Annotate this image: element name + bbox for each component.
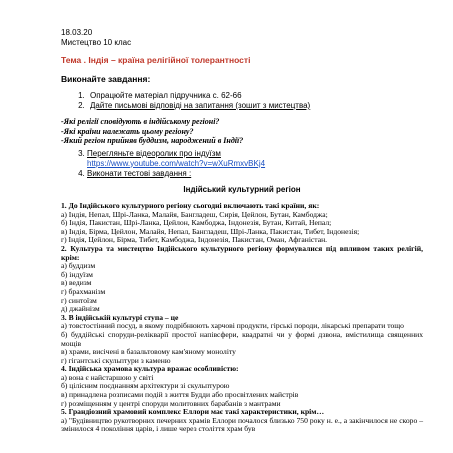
- test-option: а) буддизм: [61, 261, 96, 271]
- task-item: 4. Виконати тестові завдання :: [87, 169, 423, 179]
- test-option: а) "Будівництво рукотворних печерних храмів Еллори почалося близько 750 року н. е., а закінчилося не скоро – змінилося 4 покоління царів, і лише через століття храм був: [61, 415, 423, 434]
- test-option: б) індуїзм: [61, 269, 93, 279]
- task-item: 1. Опрацюйте матеріал підручника с. 62-66: [87, 91, 423, 101]
- test-option: г) брахманізм: [61, 286, 106, 296]
- test-option: а) товстостінний посуд, в якому подрібнюють харчові продукти, гірські породи, лікарські препарати тощо: [61, 321, 404, 331]
- topic-heading: [61, 56, 423, 66]
- test-title: Індійський культурний регіон: [183, 184, 301, 194]
- test-question: 1. До Індійського культурного регіону сьогодні включають такі країни, як:: [61, 201, 320, 210]
- task-item: 3. Перегляньте відеоролик про індуїзм https://www.youtube.com/watch?v=wXuRmxvBKj4: [87, 149, 423, 169]
- test-option: б) буддійські споруди-релікварії простої напівсфери, квадратні чи у формі дзвона, вмістилища священних мощів: [61, 329, 423, 348]
- test-question: 2. Культура та мистецтво Індійського культурного регіону формувалися під впливом таких релігій, крім:: [61, 243, 423, 262]
- test-question: 5. Грандіозний храмовий комплекс Еллори має такі характеристики, крім…: [61, 407, 325, 417]
- tasks-heading: Виконайте завдання:: [61, 73, 151, 84]
- test-question: 3. В індійській культурі ступа – це: [61, 312, 179, 322]
- test-option: б) цілісним поєднанням архітектури зі скульптурою: [61, 381, 230, 391]
- date-text: 18.03.20: [61, 28, 93, 37]
- test-option: г) розміщенням у центрі споруди молитовних барабанів з мантрами: [61, 398, 281, 408]
- test-option: д) джайнізм: [61, 304, 100, 314]
- test-option: г) синтоїзм: [61, 295, 97, 305]
- question-line: -Який регіон прийняв буддизм, народжений в Індії?: [61, 136, 244, 145]
- test-option: а) Індія, Непал, Шрі-Ланка, Малайя, Бангладеш, Сирія, Цейлон, Бутан, Камбоджа;: [61, 209, 328, 219]
- test-option: а) вона є найстаршою у світі: [61, 372, 154, 382]
- video-link[interactable]: https://www.youtube.com/watch?v=wXuRmxvBKj4: [87, 158, 266, 168]
- test-option: г) гігантські скульптури з каменю: [61, 355, 171, 365]
- test-question: 4. Індійська храмова культура вражає особливістю:: [61, 364, 239, 374]
- test-option: в) принадлена розписами подій з життя Будди або просвітлених майстрів: [61, 390, 299, 400]
- test-option: г) Індія, Цейлон, Бірма, Тибет, Камбоджа, Індонезія, Пакистан, Оман, Афганістан.: [61, 235, 328, 245]
- test-option: в) Індія, Бірма, Цейлон, Малайя, Непал, Бангладеш, Шрі-Ланка, Пакистан, Тибет, Індонезія;: [61, 226, 360, 236]
- grade-text: Мистецтво 10 клас: [61, 37, 132, 47]
- topic-label: Тема . Індія – країна релігійної толерантності: [61, 55, 251, 65]
- test-option: б) Індія, Пакистан, Шрі-Ланка, Цейлон, Камбоджа, Індонезія, Бутан, Китай, Непал;: [61, 218, 332, 228]
- task-list-2: [61, 149, 423, 179]
- task-item: 2. Дайте письмові відповіді на запитання (зошит з мистецтва): [87, 101, 423, 111]
- task-list: [61, 91, 423, 111]
- question-line: -Які країни належать цьому регіону?: [61, 126, 194, 136]
- question-line: -Які релігії сповідують в індійському регіоні?: [61, 117, 220, 126]
- test-body: [61, 202, 423, 434]
- test-option: в) ведизм: [61, 278, 92, 288]
- test-option: в) храми, висічені в базальтовому кам'яному моноліту: [61, 347, 236, 357]
